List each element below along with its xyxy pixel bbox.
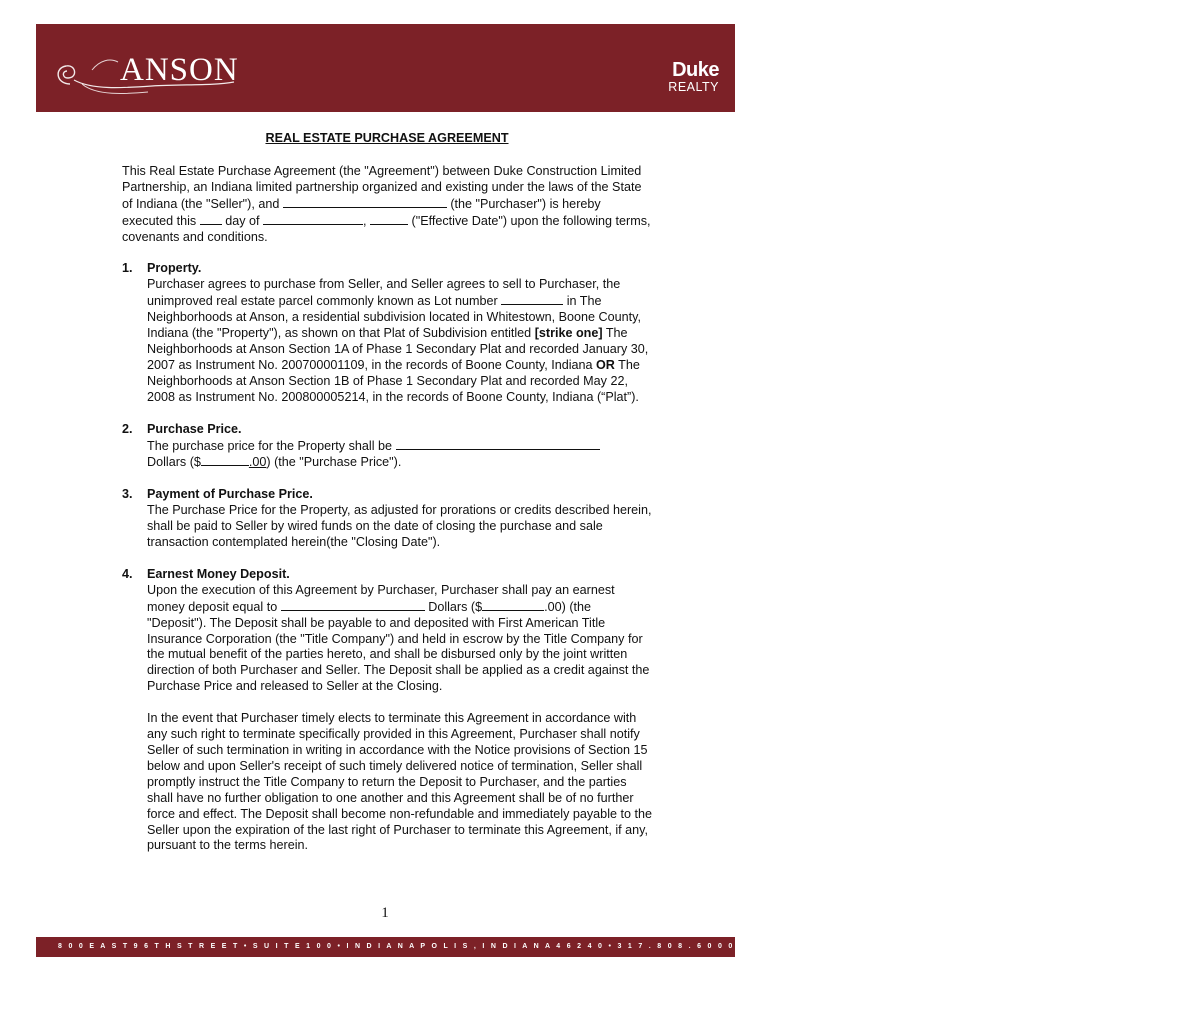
- realty-wordmark: REALTY: [668, 80, 719, 94]
- section-number: 3.: [122, 487, 133, 502]
- footer-band: [36, 937, 1181, 957]
- section-text: ) (the "Purchase Price").: [266, 455, 402, 470]
- deposit-words-blank: [281, 599, 425, 611]
- deposit-amount-blank: [482, 599, 544, 611]
- month-blank: [263, 213, 363, 225]
- price-amount-blank: [201, 454, 249, 466]
- section-text: Upon the execution of this Agreement by Purchaser, Purchaser shall pay an earnest money deposit equal to: [147, 582, 615, 614]
- section-title: Purchase Price.: [147, 421, 242, 436]
- year-blank: [370, 213, 408, 225]
- section-title: Payment of Purchase Price.: [147, 487, 313, 502]
- page-number: 1: [381, 905, 389, 921]
- footer-address: 8 0 0 E A S T 9 6 T H S T R E E T • S U I T E 1 0 0 • I N D I A N A P O L I S , I N D I A N A 4 6 2 4 0 • 3 1 7 . 8 0 8 . 6 0 0 0 • W W W . D U K E R E A L T Y . C O M • W W W . A N S O N I N D I A N A . C O M: [58, 943, 1181, 950]
- section-body: [147, 277, 652, 405]
- price-words-blank: [396, 438, 600, 450]
- section-text: in The Neighborhoods at Anson, a residential subdivision located in Whitestown, Boone County, Indiana (the "Property"), as shown on that Plat of Subdivision entitled: [147, 294, 642, 341]
- section-text: Dollars ($: [147, 455, 201, 470]
- strike-one-label: [strike one]: [534, 326, 603, 341]
- section-body: [147, 438, 652, 472]
- section-number: 2.: [122, 421, 133, 436]
- section-earnest-money: [122, 567, 652, 854]
- section-text: Dollars ($: [424, 599, 483, 614]
- duke-wordmark: Duke: [672, 59, 719, 81]
- section-heading: [122, 487, 652, 503]
- section-text: The Neighborhoods at Anson Section 1B of Phase 1 Secondary Plat and recorded May 22, 2008 as Instrument No. 200800005214, in the records of Boone County, Indiana (“Plat”).: [147, 357, 640, 404]
- intro-text: ,: [363, 213, 371, 228]
- section-heading: [122, 567, 652, 583]
- section-text: The Neighborhoods at Anson Section 1A of Phase 1 Secondary Plat and recorded January 30, 2007 as Instrument No. 200700001109, in the records of Boone County, Indiana: [147, 326, 649, 372]
- intro-text: ("Effective Date") upon the following terms, covenants and conditions.: [122, 213, 651, 244]
- section-paragraph: In the event that Purchaser timely elects to terminate this Agreement in accordance with any such right to terminate specifically provided in this Agreement, Purchaser shall notify Seller of such termination in writing in accordance with the Notice provisions of Section 15 below and upon Seller's receipt of such timely delivered notice of termination, Seller shall promptly instruct the Title Company to return the Deposit to Purchaser, and the parties shall have no further obligation to one another and this Agreement shall be of no further force and effect. The Deposit shall become non-refundable and immediately payable to the Seller upon the expiration of the last right of Purchaser to terminate this Agreement, if any, pursuant to the terms herein.: [147, 711, 652, 853]
- purchaser-name-blank: [283, 196, 447, 208]
- price-cents: .00: [248, 455, 267, 470]
- section-number: 1.: [122, 261, 133, 276]
- section-property: [122, 261, 652, 405]
- document-body: [122, 131, 652, 870]
- section-body: [147, 583, 652, 855]
- section-purchase-price: [122, 422, 652, 472]
- day-blank: [200, 213, 222, 225]
- header-band: [36, 24, 735, 112]
- section-heading: [122, 422, 652, 438]
- section-heading: [122, 261, 652, 277]
- section-body: The Purchase Price for the Property, as adjusted for prorations or credits described herein, shall be paid to Seller by wired funds on the date of closing the purchase and sale transaction contemplated herein(the "Closing Date").: [147, 503, 652, 550]
- section-text: Purchaser agrees to purchase from Seller, and Seller agrees to sell to Purchaser, the unimproved real estate parcel commonly known as Lot number: [147, 277, 621, 309]
- section-number: 4.: [122, 566, 133, 581]
- section-payment: [122, 487, 652, 551]
- section-paragraph: [147, 583, 652, 695]
- intro-paragraph: [122, 164, 652, 246]
- intro-text: day of: [221, 213, 264, 228]
- anson-wordmark: ANSON: [120, 52, 239, 88]
- document-title: REAL ESTATE PURCHASE AGREEMENT: [265, 131, 509, 145]
- or-label: OR: [596, 357, 615, 372]
- section-title: Earnest Money Deposit.: [147, 566, 290, 581]
- lot-number-blank: [501, 293, 563, 305]
- section-text: .00) (the "Deposit"). The Deposit shall be payable to and deposited with First American Title Insurance Corporation (the "Title Company") and held in escrow by the Title Company for the mutual benefit of the parties hereto, and shall be disbursed only by the joint written direction of both Purchaser and Seller. The Deposit shall be applied as a credit against the Purchase Price and released to Seller at the Closing.: [147, 599, 650, 694]
- section-title: Property.: [147, 261, 202, 276]
- duke-realty-logo: [659, 60, 719, 94]
- intro-text: (the "Purchaser") is hereby executed this: [122, 196, 601, 228]
- intro-text: This Real Estate Purchase Agreement (the "Agreement") between Duke Construction Limited Partnership, an Indiana limited partnership organized and existing under the laws of the State of Indiana (the "Seller"), and: [122, 163, 642, 211]
- anson-logo: [52, 40, 242, 100]
- section-text: The purchase price for the Property shall be: [147, 438, 396, 453]
